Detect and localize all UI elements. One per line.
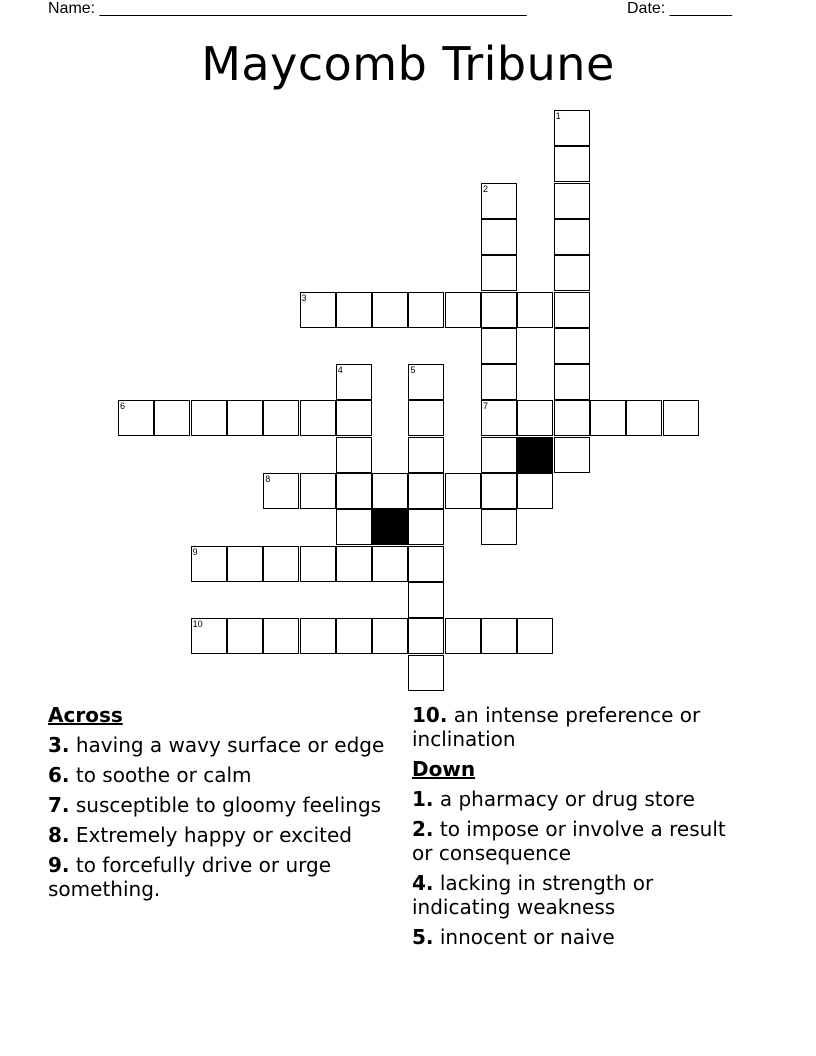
clues-column-left (48, 703, 398, 907)
grid-cell[interactable] (263, 546, 299, 582)
cell-number: 10 (192, 619, 203, 630)
grid-cell[interactable] (408, 473, 444, 509)
grid-cell[interactable] (263, 400, 299, 436)
grid-cell[interactable] (408, 546, 444, 582)
clue-down-4: 4. lacking in strength or indicating weakness (412, 871, 654, 919)
grid-cell[interactable] (517, 473, 553, 509)
grid-cell[interactable] (554, 437, 590, 473)
grid-cell[interactable] (336, 473, 372, 509)
grid-cell[interactable] (517, 618, 553, 654)
cell-number: 4 (337, 365, 343, 376)
grid-cell[interactable] (554, 328, 590, 364)
grid-cell[interactable] (408, 364, 444, 400)
clue-across-10: 10. an intense preference or inclination (412, 703, 701, 751)
grid-cell[interactable] (300, 618, 336, 654)
grid-cell[interactable] (154, 400, 190, 436)
grid-cell[interactable] (227, 618, 263, 654)
grid-cell[interactable] (481, 400, 517, 436)
grid-cell[interactable] (300, 546, 336, 582)
grid-cell[interactable] (408, 655, 444, 691)
grid-cell[interactable] (408, 618, 444, 654)
grid-cell[interactable] (663, 400, 699, 436)
grid-cell[interactable] (554, 110, 590, 146)
grid-cell[interactable] (445, 618, 481, 654)
grid-cell[interactable] (481, 364, 517, 400)
grid-cell[interactable] (300, 292, 336, 328)
grid-cell[interactable] (554, 292, 590, 328)
grid-cell[interactable] (263, 473, 299, 509)
grid-cell[interactable] (336, 546, 372, 582)
cell-number: 7 (483, 401, 489, 412)
grid-cell[interactable] (554, 400, 590, 436)
clues-column-right (412, 703, 752, 955)
grid-cell[interactable] (590, 400, 626, 436)
clue-across-3: 3. having a wavy surface or edge (48, 733, 385, 757)
cell-number: 3 (301, 292, 307, 303)
grid-cell[interactable] (626, 400, 662, 436)
grid-cell[interactable] (372, 618, 408, 654)
clue-across-8: 8. Extremely happy or excited (48, 823, 352, 847)
grid-cell[interactable] (517, 400, 553, 436)
grid-cell[interactable] (372, 546, 408, 582)
grid-cell[interactable] (481, 618, 517, 654)
clue-down-5: 5. innocent or naive (412, 925, 615, 949)
grid-cell[interactable] (300, 400, 336, 436)
grid-cell[interactable] (227, 400, 263, 436)
grid-cell[interactable] (481, 509, 517, 545)
grid-cell[interactable] (481, 219, 517, 255)
grid-cell[interactable] (554, 146, 590, 182)
cell-number: 5 (410, 365, 416, 376)
grid-cell[interactable] (445, 473, 481, 509)
grid-cell[interactable] (408, 582, 444, 618)
grid-cell[interactable] (481, 473, 517, 509)
grid-cell[interactable] (408, 400, 444, 436)
puzzle-title: Maycomb Tribune (201, 37, 615, 91)
cell-number: 9 (192, 546, 198, 557)
grid-cell[interactable] (481, 437, 517, 473)
grid-cell[interactable] (372, 292, 408, 328)
grid-block (372, 509, 408, 545)
grid-cell[interactable] (554, 183, 590, 219)
grid-cell[interactable] (191, 618, 227, 654)
grid-cell[interactable] (336, 618, 372, 654)
clue-down-1: 1. a pharmacy or drug store (412, 787, 695, 811)
grid-cell[interactable] (336, 400, 372, 436)
down-heading: Down (412, 757, 476, 781)
date-field-label: Date: _______ (627, 0, 732, 17)
clue-across-7: 7. susceptible to gloomy feelings (48, 793, 382, 817)
grid-cell[interactable] (372, 473, 408, 509)
clue-across-9: 9. to forcefully drive or urge something. (48, 853, 332, 901)
cell-number: 8 (265, 474, 271, 484)
grid-cell[interactable] (481, 183, 517, 219)
grid-cell[interactable] (481, 328, 517, 364)
grid-cell[interactable] (336, 364, 372, 400)
cell-number: 6 (120, 401, 126, 412)
cell-number: 1 (555, 111, 561, 121)
grid-cell[interactable] (336, 292, 372, 328)
grid-cell[interactable] (191, 546, 227, 582)
grid-cell[interactable] (408, 509, 444, 545)
clue-down-2: 2. to impose or involve a result or consequence (412, 817, 726, 865)
grid-cell[interactable] (554, 219, 590, 255)
grid-cell[interactable] (554, 364, 590, 400)
cell-number: 2 (483, 183, 489, 194)
across-heading: Across (48, 703, 123, 727)
grid-cell[interactable] (481, 255, 517, 291)
grid-cell[interactable] (554, 255, 590, 291)
grid-cell[interactable] (336, 509, 372, 545)
grid-cell[interactable] (408, 437, 444, 473)
grid-cell[interactable] (517, 292, 553, 328)
grid-block (517, 437, 553, 473)
grid-cell[interactable] (481, 292, 517, 328)
name-field-label: Name: ________________________________________________ (48, 0, 527, 17)
grid-cell[interactable] (118, 400, 154, 436)
grid-cell[interactable] (336, 437, 372, 473)
grid-cell[interactable] (227, 546, 263, 582)
grid-cell[interactable] (408, 292, 444, 328)
grid-cell[interactable] (445, 292, 481, 328)
grid-cell[interactable] (300, 473, 336, 509)
grid-cell[interactable] (263, 618, 299, 654)
grid-cell[interactable] (191, 400, 227, 436)
clue-across-6: 6. to soothe or calm (48, 763, 252, 787)
